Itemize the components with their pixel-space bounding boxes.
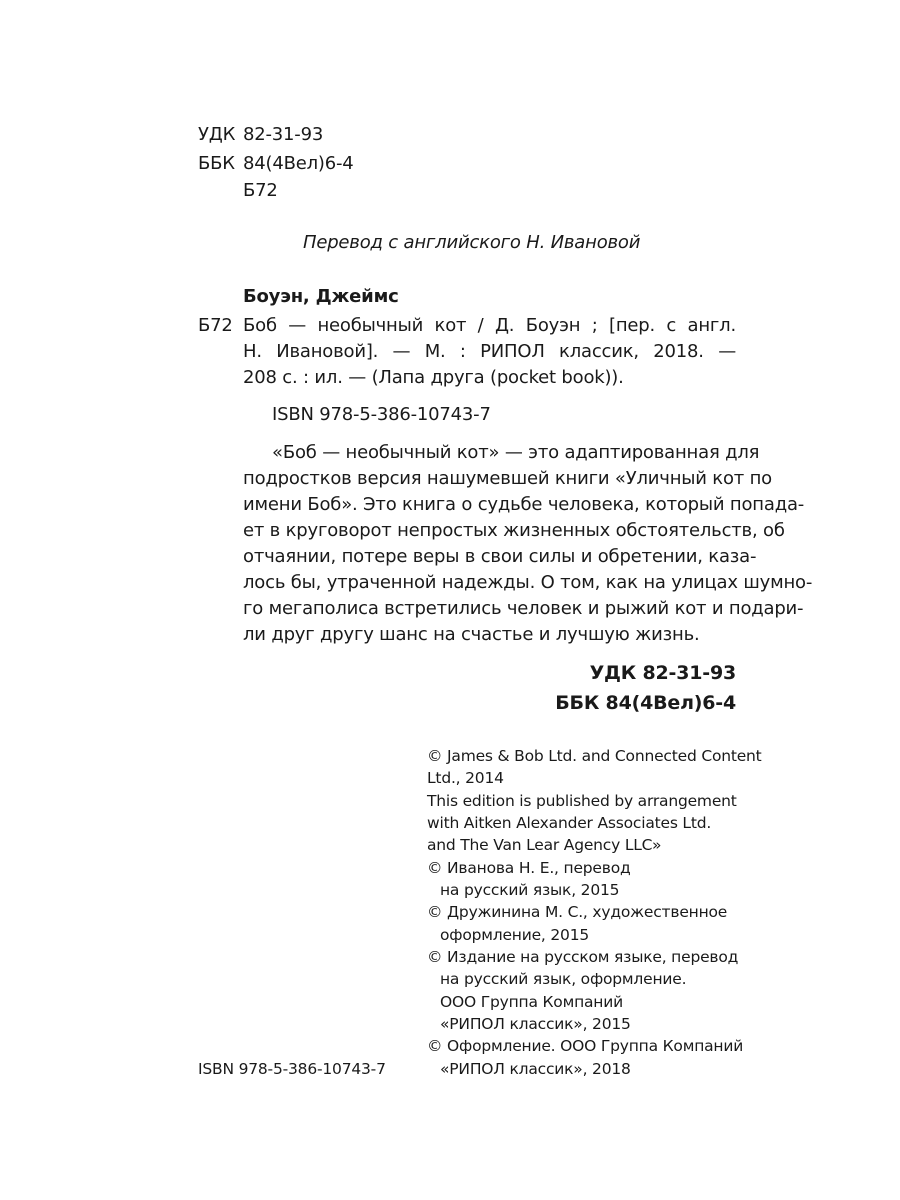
author-mark-top: Б72 [243, 180, 278, 201]
record-isbn: ISBN 978-5-386-10743-7 [272, 404, 491, 425]
description-line-3: 208 с. : ил. — (Лапа друга (pocket book)). [243, 367, 624, 388]
copyright-line-10: © Издание на русском языке, перевод [427, 948, 739, 966]
copyright-line-3: This edition is published by arrangement [427, 792, 737, 810]
copyright-line-15: «РИПОЛ классик», 2018 [440, 1060, 631, 1078]
translator-note: Перевод с английского Н. Ивановой [303, 232, 641, 253]
udk-label: УДК [198, 124, 236, 145]
copyright-line-7: на русский язык, 2015 [440, 881, 620, 899]
description-line-2: Н. Ивановой]. — М. : РИПОЛ классик, 2018. — [243, 341, 736, 362]
annotation-line-7: го мегаполиса встретились человек и рыжий кот и подари- [243, 598, 804, 619]
copyright-line-8: © Дружинина М. С., художественное [427, 903, 728, 921]
annotation-line-4: ет в круговорот непростых жизненных обстоятельств, об [243, 520, 785, 541]
udk-value: 82-31-93 [243, 124, 324, 145]
annotation-line-2: подростков версия нашумевшей книги «Уличный кот по [243, 468, 772, 489]
copyright-line-6: © Иванова Н. Е., перевод [427, 859, 631, 877]
annotation-line-6: лось бы, утраченной надежды. О том, как на улицах шумно- [243, 572, 813, 593]
bbk-bold: ББК 84(4Вел)6-4 [555, 692, 736, 714]
copyright-line-2: Ltd., 2014 [427, 769, 504, 787]
copyright-line-12: ООО Группа Компаний [440, 993, 623, 1011]
author-heading: Боуэн, Джеймс [243, 286, 399, 307]
copyright-line-5: and The Van Lear Agency LLC» [427, 836, 662, 854]
annotation-line-1: «Боб — необычный кот» — это адаптированная для [272, 442, 760, 463]
copyright-line-9: оформление, 2015 [440, 926, 590, 944]
author-mark-record: Б72 [198, 315, 233, 336]
annotation-line-3: имени Боб». Это книга о судьбе человека, который попада- [243, 494, 805, 515]
description-line-1: Боб — необычный кот / Д. Боуэн ; [пер. с англ. [243, 315, 736, 336]
footer-isbn: ISBN 978-5-386-10743-7 [198, 1060, 386, 1078]
bbk-label: ББК [198, 153, 235, 174]
copyright-line-4: with Aitken Alexander Associates Ltd. [427, 814, 712, 832]
annotation-line-8: ли друг другу шанс на счастье и лучшую жизнь. [243, 624, 700, 645]
bbk-value: 84(4Вел)6-4 [243, 153, 354, 174]
udk-bold: УДК 82-31-93 [589, 662, 736, 684]
copyright-line-14: © Оформление. ООО Группа Компаний [427, 1037, 744, 1055]
copyright-line-1: © James & Bob Ltd. and Connected Content [427, 747, 762, 765]
copyright-line-11: на русский язык, оформление. [440, 970, 687, 988]
copyright-line-13: «РИПОЛ классик», 2015 [440, 1015, 631, 1033]
annotation-line-5: отчаянии, потере веры в свои силы и обретении, каза- [243, 546, 757, 567]
